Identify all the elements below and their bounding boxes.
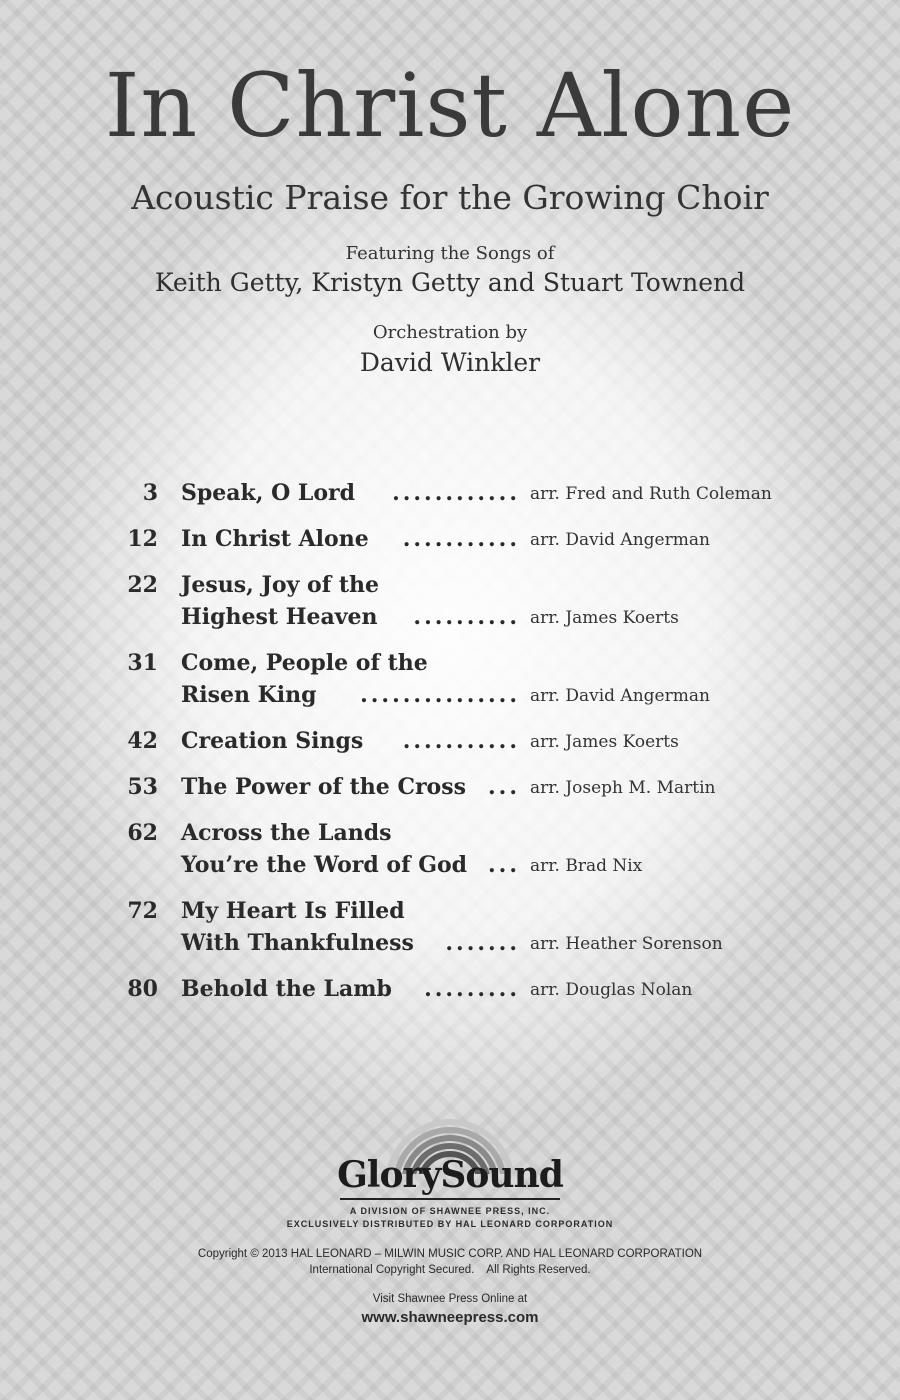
toc-song-title: The Power of the Cross	[181, 774, 466, 800]
toc-song-title: Come, People of the	[181, 650, 428, 676]
toc-arranger: arr. James Koerts	[530, 608, 679, 628]
toc-leader-dots: ..........	[413, 604, 520, 630]
copyright-line: Copyright © 2013 HAL LEONARD – MILWIN MUSIC CORP. AND HAL LEONARD CORPORATION	[197, 1248, 703, 1260]
featuring-label: Featuring the Songs of	[345, 243, 555, 264]
toc-song-title: My Heart Is Filled	[181, 898, 405, 924]
songwriters: Keith Getty, Kristyn Getty and Stuart Townend	[154, 268, 746, 297]
toc-song-title: With Thankfulness	[181, 930, 414, 956]
toc-song-title: You’re the Word of God	[181, 852, 468, 878]
toc-arranger: arr. James Koerts	[530, 732, 679, 752]
glorysound-wordmark: GlorySound	[337, 1154, 563, 1196]
toc-leader-dots: ...............	[360, 682, 520, 708]
toc-page-number: 3	[142, 480, 158, 506]
orchestration-label: Orchestration by	[372, 322, 528, 343]
toc-leader-dots: ...	[488, 774, 520, 800]
toc-page-number: 12	[127, 526, 158, 552]
toc-song-title: Risen King	[181, 682, 317, 708]
toc-song-title: Jesus, Joy of the	[181, 572, 379, 598]
toc-page-number: 72	[127, 898, 158, 924]
website-link[interactable]: www.shawneepress.com	[361, 1309, 539, 1326]
toc-page-number: 31	[127, 650, 158, 676]
orchestrator: David Winkler	[359, 348, 541, 377]
toc-song-title: In Christ Alone	[181, 526, 369, 552]
toc-song-title: Behold the Lamb	[181, 976, 392, 1002]
toc-page-number: 80	[127, 976, 158, 1002]
toc-page-number: 22	[127, 572, 158, 598]
toc-leader-dots: ...	[488, 852, 520, 878]
visit-line: Visit Shawnee Press Online at	[372, 1293, 528, 1305]
toc-arranger: arr. David Angerman	[530, 686, 710, 706]
toc-arranger: arr. Heather Sorenson	[530, 934, 723, 954]
distributed-line: EXCLUSIVELY DISTRIBUTED BY HAL LEONARD CORPORATION	[286, 1219, 614, 1229]
toc-arranger: arr. Brad Nix	[530, 856, 643, 876]
toc-page-number: 42	[127, 728, 158, 754]
toc-song-title: Creation Sings	[181, 728, 364, 754]
toc-leader-dots: .........	[424, 976, 520, 1002]
toc-leader-dots: ............	[392, 480, 520, 506]
toc-leader-dots: .......	[445, 930, 520, 956]
toc-arranger: arr. David Angerman	[530, 530, 710, 550]
toc-arranger: arr. Joseph M. Martin	[530, 778, 716, 798]
toc-page-number: 62	[127, 820, 158, 846]
book-subtitle: Acoustic Praise for the Growing Choir	[131, 178, 769, 217]
toc-leader-dots: ...........	[402, 728, 520, 754]
toc-song-title: Highest Heaven	[181, 604, 378, 630]
toc-leader-dots: ...........	[402, 526, 520, 552]
book-title: In Christ Alone	[104, 54, 796, 157]
rights-line: International Copyright Secured. All Rights Reserved.	[309, 1264, 591, 1276]
division-line: A DIVISION OF SHAWNEE PRESS, INC.	[349, 1206, 551, 1216]
toc-page-number: 53	[127, 774, 158, 800]
toc-arranger: arr. Douglas Nolan	[530, 980, 693, 1000]
toc-song-title: Across the Lands	[181, 820, 392, 846]
toc-arranger: arr. Fred and Ruth Coleman	[530, 484, 772, 504]
toc-song-title: Speak, O Lord	[181, 480, 356, 506]
